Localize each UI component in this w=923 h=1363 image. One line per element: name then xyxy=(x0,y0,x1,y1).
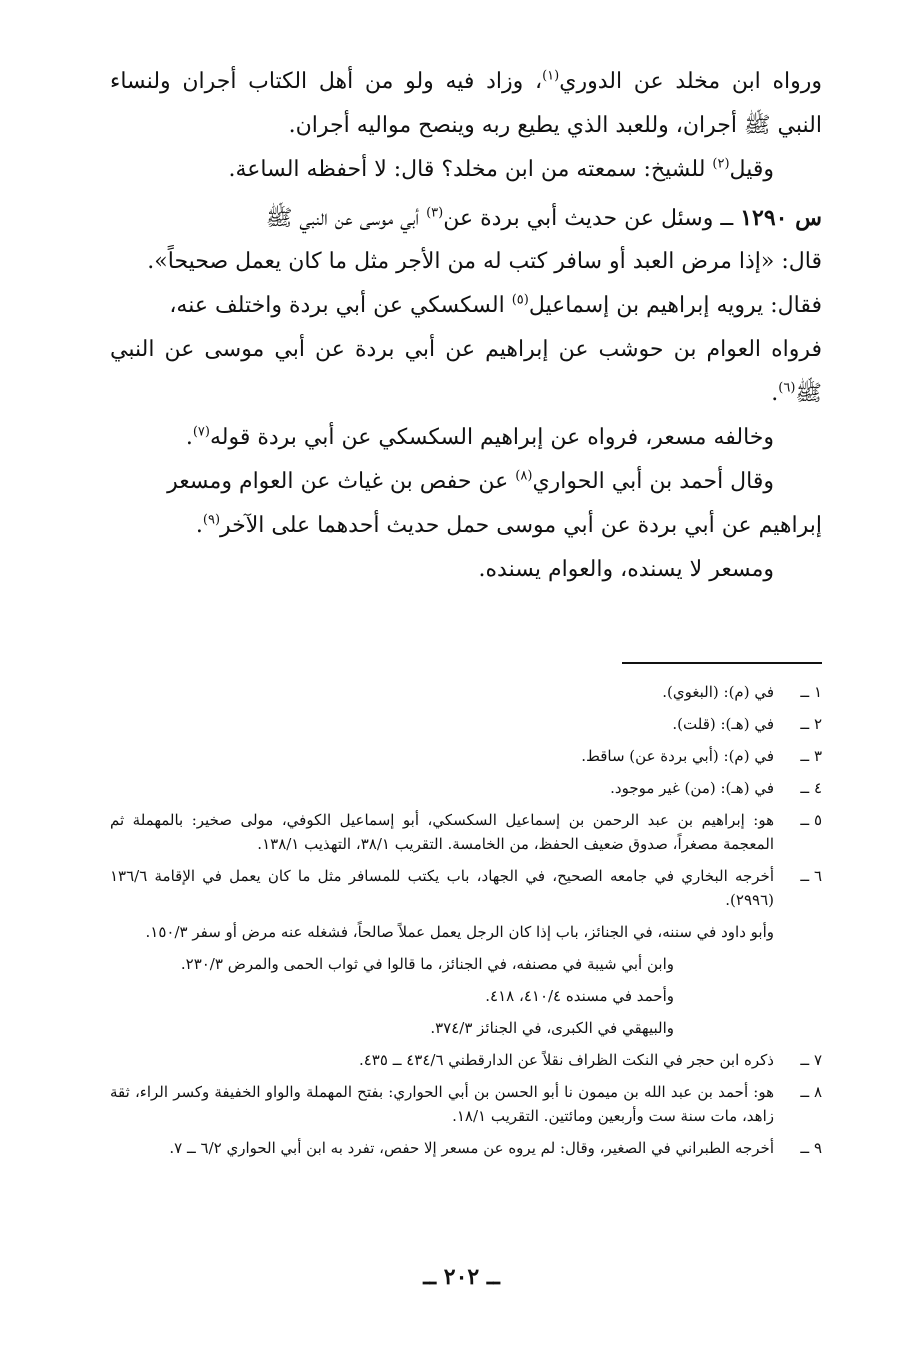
text-segment: . xyxy=(195,513,203,538)
footnote-text: في (م): (البغوي). xyxy=(662,683,774,701)
page-number: ــ ٢٠٢ ــ xyxy=(423,1264,500,1290)
question-line xyxy=(110,204,822,248)
text-segment: عن حفص بن غياث عن العوام ومسعر xyxy=(167,469,516,494)
text-segment: ــ وسئل عن حديث أبي بردة عن xyxy=(443,206,741,231)
footnote-6-cont-4 xyxy=(110,1016,822,1040)
footnote-8 xyxy=(110,1080,822,1128)
footnote-text: ذكره ابن حجر في النكت الظراف نقلاً عن الدارقطني ٤٣٤/٦ ــ ٤٣٥. xyxy=(358,1051,774,1069)
text-line-5: قال: «إذا مرض العبد أو سافر كتب له من الأجر مثل ما كان يعمل صحيحاً». xyxy=(147,249,822,274)
text-segment: . xyxy=(185,425,193,450)
footnote-number: ٦ ــ xyxy=(800,867,822,885)
footnote-ref: (٥) xyxy=(511,292,529,308)
text-line-10 xyxy=(110,468,822,512)
footnote-text: أخرجه الطبراني في الصغير، وقال: لم يروه عن مسعر إلا حفص، تفرد به ابن أبي الحواري ٦/٢ ــ ٧. xyxy=(169,1139,774,1157)
footnote-7 xyxy=(110,1048,822,1072)
text-segment: ﷺ xyxy=(795,381,822,406)
footnote-text: وأبو داود في سننه، في الجنائز، باب إذا كان الرجل يعمل عملاً صالحاً، فشغله عنه مرض أو سفر ١٥٠/٣. xyxy=(145,923,774,941)
footnote-ref: (٣) xyxy=(426,205,444,221)
footnote-number: ٧ ــ xyxy=(800,1051,822,1069)
text-line-3 xyxy=(110,156,822,196)
footnote-number: ٢ ــ xyxy=(800,715,822,733)
footnote-number xyxy=(774,984,822,1008)
text-segment: . xyxy=(771,381,779,406)
footnote-number xyxy=(774,952,822,976)
text-line-7: فرواه العوام بن حوشب عن إبراهيم عن أبي بردة عن أبي موسى عن النبي xyxy=(110,337,822,362)
footnote-ref: (٨) xyxy=(515,468,533,484)
footnote-divider xyxy=(622,662,822,664)
text-line-9 xyxy=(110,424,822,468)
text-line-12: ومسعر لا يسنده، والعوام يسنده. xyxy=(478,557,774,582)
text-segment: فقال: يرويه إبراهيم بن إسماعيل xyxy=(528,293,822,318)
text-line-2: النبي ﷺ أجران، وللعبد الذي يطيع ربه وينصح مواليه أجران. xyxy=(288,113,822,138)
footnote-ref: (٢) xyxy=(712,156,730,172)
text-segment: للشيخ: سمعته من ابن مخلد؟ قال: لا أحفظه الساعة. xyxy=(228,157,713,182)
text-segment: إبراهيم عن أبي بردة عن أبي موسى حمل حديث أحدهما على الآخر xyxy=(220,513,822,538)
footnote-ref: (٧) xyxy=(192,424,210,440)
footnote-5 xyxy=(110,808,822,856)
text-segment: وقال أحمد بن أبي الحواري xyxy=(532,469,774,494)
footnote-2 xyxy=(110,712,822,736)
text-line-11 xyxy=(110,512,822,556)
footnote-text: وابن أبي شيبة في مصنفه، في الجنائز، ما قالوا في ثواب الحمى والمرض ٢٣٠/٣. xyxy=(180,955,674,973)
footnote-text: أخرجه البخاري في جامعه الصحيح، في الجهاد، باب يكتب للمسافر مثل ما كان يعمل في الإقامة ١٣٦/٦ (٢٩٩٦). xyxy=(110,867,774,909)
text-segment: وخالفه مسعر، فرواه عن إبراهيم السكسكي عن أبي بردة قوله xyxy=(209,425,774,450)
footnote-1 xyxy=(110,680,822,704)
text-segment: السكسكي عن أبي بردة واختلف عنه، xyxy=(169,293,512,318)
footnote-number xyxy=(774,920,822,944)
footnote-text: في (هـ): (قلت). xyxy=(672,715,774,733)
footnote-9 xyxy=(110,1136,822,1160)
footnote-text: في (هـ): (من) غير موجود. xyxy=(610,779,774,797)
footnote-number: ٤ ــ xyxy=(800,779,822,797)
footnote-3 xyxy=(110,744,822,768)
footnote-text: في (م): (أبي بردة عن) ساقط. xyxy=(581,747,774,765)
text-segment: ورواه ابن مخلد عن الدوري xyxy=(559,69,822,94)
footnote-6-cont-1 xyxy=(110,920,822,944)
text-line-1 xyxy=(110,68,822,112)
footnote-4 xyxy=(110,776,822,800)
text-segment: ، وزاد فيه ولو من أهل الكتاب أجران ولنساء xyxy=(110,69,543,94)
footnote-ref: (٩) xyxy=(202,512,221,528)
footnote-number: ٩ ــ xyxy=(800,1139,822,1157)
footnote-number: ١ ــ xyxy=(800,683,822,701)
footnote-6 xyxy=(110,864,822,912)
text-line-8 xyxy=(110,380,822,424)
main-text xyxy=(110,68,822,600)
footnote-number: ٥ ــ xyxy=(800,811,822,829)
footnote-ref: (٦) xyxy=(778,380,796,396)
footnote-6-cont-2 xyxy=(110,952,822,976)
footnote-number xyxy=(774,1016,822,1040)
footnote-ref: (١) xyxy=(542,68,560,84)
footnote-6-cont-3 xyxy=(110,984,822,1008)
text-segment: وقيل xyxy=(729,157,774,182)
footnote-text: والبيهقي في الكبرى، في الجنائز ٣٧٤/٣. xyxy=(430,1019,674,1037)
footnote-text: هو: أحمد بن عبد الله بن ميمون نا أبو الحسن بن أبي الحواري: بفتح المهملة والواو الخفيفة وكسر الراء، ثقة زاهد، مات سنة ست وأربعين ومائتين. التقريب ١٨/١. xyxy=(110,1083,774,1125)
text-line-6 xyxy=(110,292,822,336)
footnote-text: هو: إبراهيم بن عبد الرحمن بن إسماعيل السكسكي، أبو إسماعيل الكوفي، مولى صخير: بالمهملة ثم المعجمة مصغراً، صدوق ضعيف الحفظ، من الخامسة. التقريب ٣٨/١، التهذيب ١٣٨/١. xyxy=(110,811,774,853)
footnote-number: ٣ ــ xyxy=(800,747,822,765)
footnote-number: ٨ ــ xyxy=(800,1083,822,1101)
text-segment: أبي موسى عن النبي ﷺ xyxy=(265,206,427,231)
footnotes xyxy=(110,680,822,1168)
footnote-text: وأحمد في مسنده ٤١٠/٤، ٤١٨. xyxy=(485,987,674,1005)
question-number: س ١٢٩٠ xyxy=(740,205,822,231)
